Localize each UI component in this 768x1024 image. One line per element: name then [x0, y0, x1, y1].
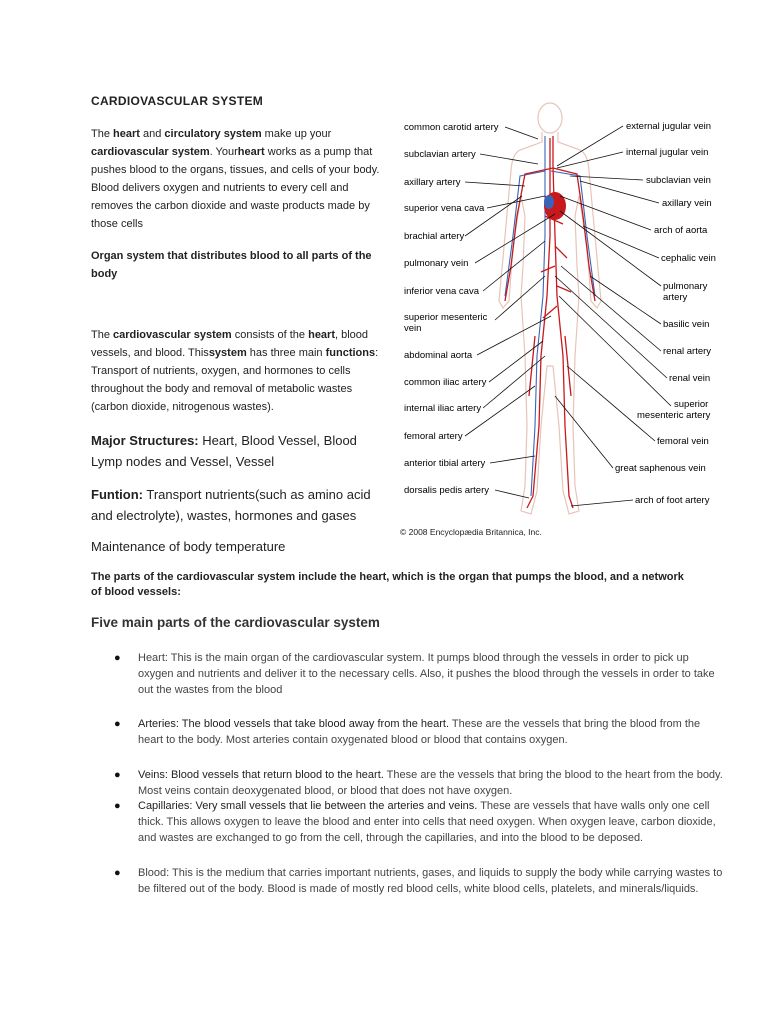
major-structures: Major Structures: Heart, Blood Vessel, Blood Lymp nodes and Vessel, Vessel	[91, 433, 357, 469]
label-axillary-vein: axillary vein	[662, 198, 712, 209]
organ-system-definition: Organ system that distributes blood to all parts of the body	[91, 250, 372, 280]
label-anterior-tibial-artery: anterior tibial artery	[404, 458, 486, 469]
label-dorsalis-pedis-artery: dorsalis pedis artery	[404, 485, 490, 496]
label-renal-vein: renal vein	[669, 373, 711, 384]
label-vein: vein	[404, 323, 422, 334]
label-artery: artery	[663, 292, 688, 303]
label-internal-iliac-artery: internal iliac artery	[404, 403, 482, 414]
section-heading: Five main parts of the cardiovascular system	[91, 615, 380, 630]
label-brachial-artery: brachial artery	[404, 231, 465, 242]
label-superior-mesenteric: superior mesenteric	[404, 312, 488, 323]
label-cephalic-vein: cephalic vein	[661, 253, 716, 264]
right-labels	[615, 121, 716, 506]
label-superior: superior	[674, 399, 709, 410]
label-mesenteric-artery: mesenteric artery	[637, 410, 711, 421]
bullet-icon: ●	[114, 652, 121, 664]
label-common-iliac-artery: common iliac artery	[404, 377, 487, 388]
label-common-carotid-artery: common carotid artery	[404, 122, 499, 133]
list-item-heart: ● Heart: This is the main organ of the cardiovascular system. It pumps blood through the vessels in order to pick up oxygen and nutrients and deliver it to the necessary cells. Also, it pushes the blood through the vessels in order to take out the wastes from the blood	[114, 652, 715, 696]
label-great-saphenous-vein: great saphenous vein	[615, 463, 706, 474]
label-axillary-artery: axillary artery	[404, 177, 461, 188]
label-pulmonary: pulmonary	[663, 281, 708, 292]
intro-paragraph: The heart and circulatory system make up your cardiovascular system. Yourheart works as a pump that pushes blood to the organs, tissues, and cells of your body. Blood delivers oxygen and nutrients to every cell and removes the carbon dioxide and waste products made by those cells	[91, 128, 380, 230]
page-title: CARDIOVASCULAR SYSTEM	[91, 94, 264, 108]
label-inferior-vena-cava: inferior vena cava	[404, 286, 479, 297]
bullet-icon: ●	[114, 800, 121, 812]
list-item-veins: ● Veins: Blood vessels that return blood to the heart. These are the vessels that bring the blood to the heart from the body. Most veins contain deoxygenated blood, or blood that does not have oxygen.	[114, 769, 723, 797]
maintenance-statement: Maintenance of body temperature	[91, 539, 286, 554]
label-basilic-vein: basilic vein	[663, 319, 710, 330]
label-femoral-vein: femoral vein	[657, 436, 709, 447]
figure-credit: © 2008 Encyclopædia Britannica, Inc.	[400, 527, 542, 537]
label-femoral-artery: femoral artery	[404, 431, 463, 442]
bullet-icon: ●	[114, 867, 121, 879]
label-arch-of-foot-artery: arch of foot artery	[635, 495, 710, 506]
label-internal-jugular-vein: internal jugular vein	[626, 147, 709, 158]
label-renal-artery: renal artery	[663, 346, 712, 357]
heart-icon	[544, 192, 566, 220]
label-subclavian-artery: subclavian artery	[404, 149, 476, 160]
label-pulmonary-vein: pulmonary vein	[404, 258, 469, 269]
parts-intro: The parts of the cardiovascular system include the heart, which is the organ that pumps the blood, and a network of blood vessels:	[91, 571, 684, 598]
function-statement: Funtion: Transport nutrients(such as amino acid and electrolyte), wastes, hormones and gases	[91, 487, 371, 523]
list-item-blood: ● Blood: This is the medium that carries important nutrients, gases, and liquids to supply the body while carrying wastes to be filtered out of the body. Blood is made of mostly red blood cells, white blood cells, platelets, and minerals/liquids.	[114, 867, 723, 895]
bullet-icon: ●	[114, 718, 121, 730]
circulatory-system-figure	[395, 96, 725, 546]
label-superior-vena-cava: superior vena cava	[404, 203, 485, 214]
bullet-icon: ●	[114, 769, 121, 781]
label-subclavian-vein: subclavian vein	[646, 175, 711, 186]
label-abdominal-aorta: abdominal aorta	[404, 350, 473, 361]
consists-paragraph: The cardiovascular system consists of the heart, blood vessels, and blood. Thissystem has three main functions: Transport of nutrients, oxygen, and hormones to cells throughout the body and removal of metabolic wastes (carbon dioxide, nitrogenous wastes).	[91, 329, 379, 413]
label-arch-of-aorta: arch of aorta	[654, 225, 708, 236]
list-item-arteries: ● Arteries: The blood vessels that take blood away from the heart. These are the vessels that bring the blood from the heart to the body. Most arteries contain oxygenated blood or blood that contains oxygen.	[114, 718, 701, 746]
list-item-capillaries: ● Capillaries: Very small vessels that lie between the arteries and veins. These are vessels that have walls only one cell thick. This allows oxygen to leave the blood and enter into cells that need oxygen. When oxygen leave, carbon dioxide, and wastes are exchanged to go from the cell, through the capillaries, and into the blood to be deposed.	[114, 800, 716, 844]
left-labels	[404, 122, 499, 496]
label-external-jugular-vein: external jugular vein	[626, 121, 712, 132]
